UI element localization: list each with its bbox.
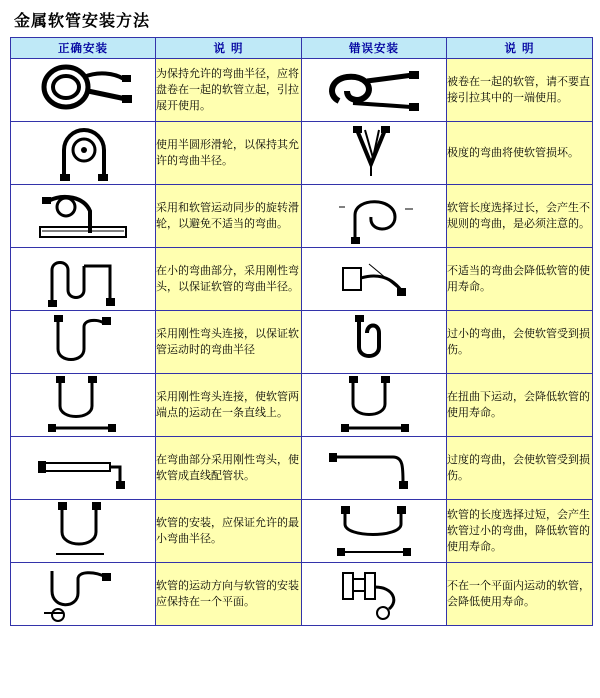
header-row — [11, 38, 593, 59]
twisted-bend-motion-icon — [302, 374, 447, 437]
table-row — [11, 500, 593, 563]
same-plane-motion-icon — [11, 563, 156, 626]
row-wrong-desc: 软管的长度选择过短，会产生软管过小的弯曲，降低软管的使用寿命。 — [447, 500, 593, 563]
out-of-plane-motion-icon — [302, 563, 447, 626]
row-wrong-desc: 极度的弯曲将使软管损坏。 — [447, 122, 593, 185]
installation-method-table — [10, 37, 593, 626]
table-row — [11, 122, 593, 185]
over-length-small-bend-icon — [302, 500, 447, 563]
row-correct-desc: 为保持允许的弯曲半径，应将盘卷在一起的软管立起，引拉展开使用。 — [156, 59, 302, 122]
row-wrong-desc: 在扭曲下运动，会降低软管的使用寿命。 — [447, 374, 593, 437]
header-correct-desc: 说 明 — [156, 38, 302, 59]
sync-rotating-pulley-icon — [11, 185, 156, 248]
table-row — [11, 185, 593, 248]
table-row — [11, 437, 593, 500]
minimum-bend-radius-icon — [11, 500, 156, 563]
coiled-hose-pulled-icon — [302, 59, 447, 122]
row-wrong-desc: 过小的弯曲，会使软管受到损伤。 — [447, 311, 593, 374]
semicircular-pulley-icon — [11, 122, 156, 185]
row-wrong-desc: 过度的弯曲，会使软管受到损伤。 — [447, 437, 593, 500]
straight-pipe-rigid-elbow-icon — [11, 437, 156, 500]
row-correct-desc: 采用刚性弯头连接，以保证软管运动时的弯曲半径 — [156, 311, 302, 374]
table-row — [11, 248, 593, 311]
row-correct-desc: 在弯曲部分采用刚性弯头，使软管成直线配管状。 — [156, 437, 302, 500]
excessive-bend-icon — [302, 437, 447, 500]
row-wrong-desc: 软管长度选择过长，会产生不规则的弯曲，是必须注意的。 — [447, 185, 593, 248]
row-wrong-desc: 被卷在一起的软管，请不要直接引拉其中的一端使用。 — [447, 59, 593, 122]
row-correct-desc: 使用半圆形滑轮，以保持其允许的弯曲半径。 — [156, 122, 302, 185]
long-hose-irregular-bend-icon — [302, 185, 447, 248]
rigid-bend-small-radius-icon — [11, 248, 156, 311]
table-body — [11, 59, 593, 626]
header-wrong-install: 错误安装 — [302, 38, 447, 59]
sharp-bend-hose-icon — [302, 122, 447, 185]
header-wrong-desc: 说 明 — [447, 38, 593, 59]
table-row — [11, 374, 593, 437]
table-row — [11, 311, 593, 374]
row-correct-desc: 软管的运动方向与软管的安装应保持在一个平面。 — [156, 563, 302, 626]
page-title: 金属软管安装方法 — [14, 11, 151, 30]
row-correct-desc: 在小的弯曲部分，采用刚性弯头，以保证软管的弯曲半径。 — [156, 248, 302, 311]
row-wrong-desc: 不适当的弯曲会降低软管的使用寿命。 — [447, 248, 593, 311]
row-correct-desc: 采用刚性弯头连接，使软管两端点的运动在一条直线上。 — [156, 374, 302, 437]
rigid-elbow-straight-line-icon — [11, 374, 156, 437]
table-row — [11, 59, 593, 122]
too-small-bend-icon — [302, 311, 447, 374]
improper-bend-icon — [302, 248, 447, 311]
row-correct-desc: 采用和软管运动同步的旋转滑轮，以避免不适当的弯曲。 — [156, 185, 302, 248]
header-correct-install: 正确安装 — [11, 38, 156, 59]
coiled-hose-standing-icon — [11, 59, 156, 122]
rigid-elbow-connection-icon — [11, 311, 156, 374]
row-wrong-desc: 不在一个平面内运动的软管，会降低使用寿命。 — [447, 563, 593, 626]
table-row — [11, 563, 593, 626]
row-correct-desc: 软管的安装，应保证允许的最小弯曲半径。 — [156, 500, 302, 563]
table-header — [11, 38, 593, 59]
